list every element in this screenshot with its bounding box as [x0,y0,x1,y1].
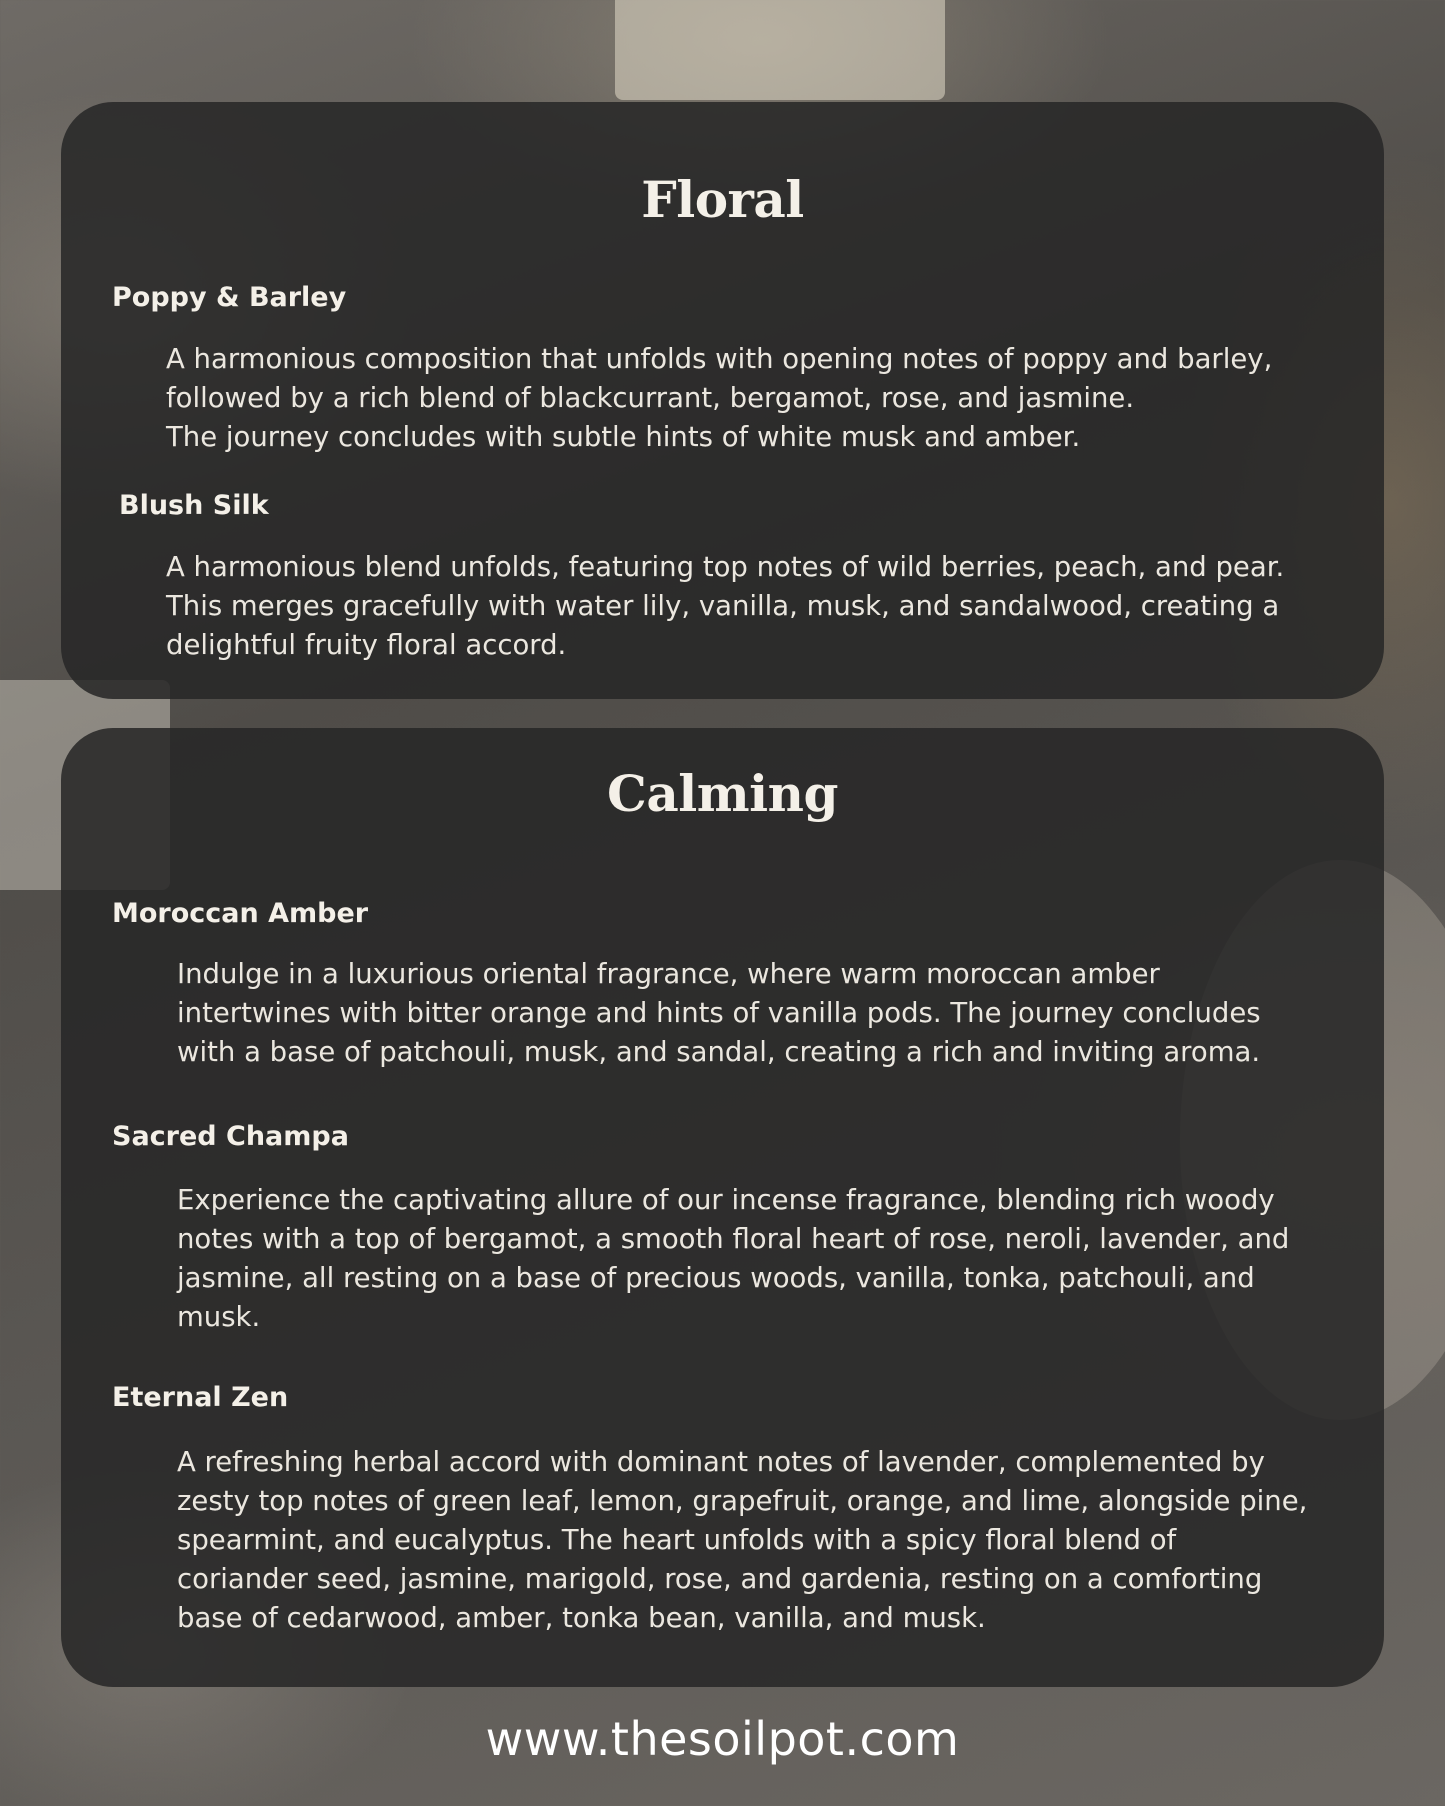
scent-name-eternal-zen: Eternal Zen [112,1382,289,1413]
section-title-calming: Calming [607,764,838,823]
scent-description-moroccan-amber: Indulge in a luxurious oriental fragrance, where warm moroccan amber intertwines with bitter orange and hints of vanilla pods. The journey concludes with a base of patchouli, musk, and sandal, creating a rich and inviting aroma. [177,958,1261,1068]
section-title-floral: Floral [641,170,804,229]
background-photo-jar [615,0,945,100]
scent-description-poppy-barley: A harmonious composition that unfolds with opening notes of poppy and barley, followed by a rich blend of blackcurrant, bergamot, rose, and jasmine. The journey concludes with subtle hints of white musk and amber. [166,343,1273,453]
scent-description-eternal-zen: A refreshing herbal accord with dominant notes of lavender, complemented by zesty top notes of green leaf, lemon, grapefruit, orange, and lime, alongside pine, spearmint, and eucalyptus. The heart unfolds with a spicy floral blend of coriander seed, jasmine, marigold, rose, and gardenia, resting on a comforting base of cedarwood, amber, tonka bean, vanilla, and musk. [177,1446,1308,1634]
calming-panel [61,728,1384,1687]
scent-name-blush-silk: Blush Silk [119,490,269,521]
scent-description-blush-silk: A harmonious blend unfolds, featuring top notes of wild berries, peach, and pear. This merges gracefully with water lily, vanilla, musk, and sandalwood, creating a delightful fruity floral accord. [166,551,1285,661]
floral-panel [61,102,1384,699]
scent-name-poppy-barley: Poppy & Barley [112,282,347,313]
website-url[interactable]: www.thesoilpot.com [485,1712,960,1766]
scent-description-sacred-champa: Experience the captivating allure of our incense fragrance, blending rich woody notes with a top of bergamot, a smooth floral heart of rose, neroli, lavender, and jasmine, all resting on a base of precious woods, vanilla, tonka, patchouli, and musk. [177,1184,1290,1333]
scent-name-moroccan-amber: Moroccan Amber [112,898,369,929]
scent-name-sacred-champa: Sacred Champa [112,1121,349,1152]
